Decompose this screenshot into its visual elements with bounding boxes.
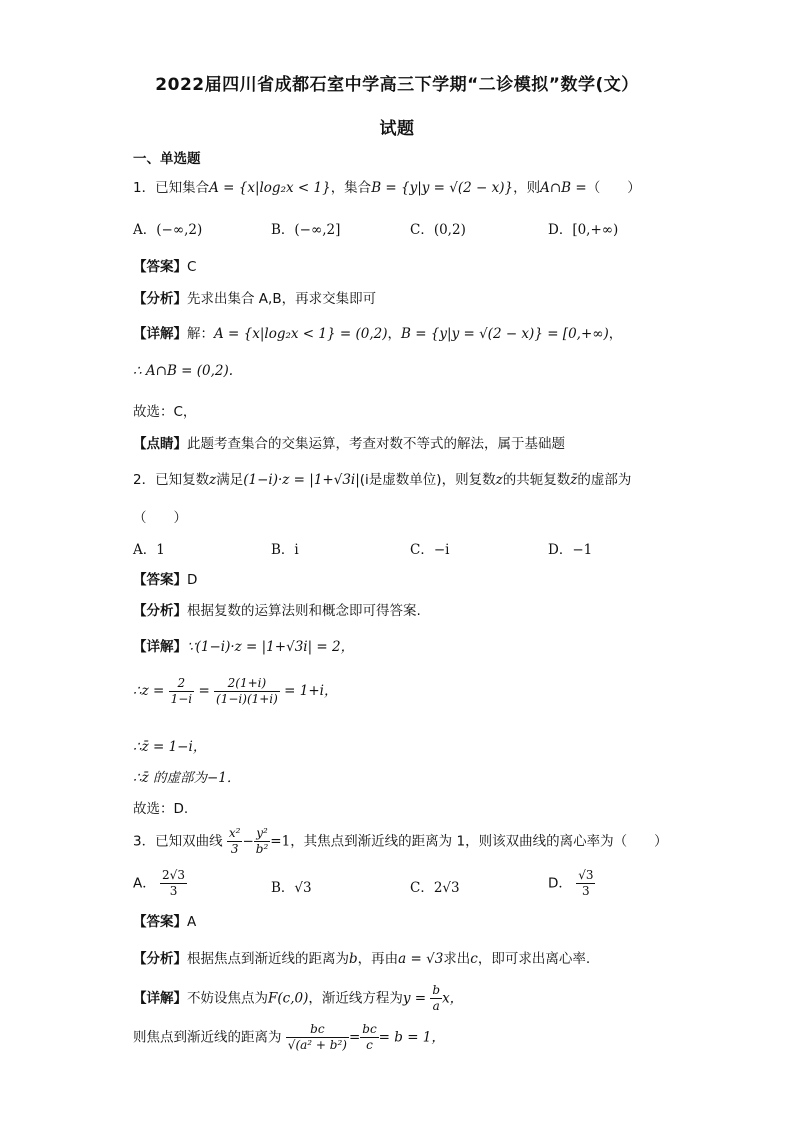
- q3-eq-rest: =1: [270, 833, 291, 850]
- q3-detail-tag: 【详解】: [133, 990, 187, 1007]
- q2-detail: [133, 635, 354, 655]
- q3-eq-y-fraction: $\frac{\text{y²}}{\text{b²}}$: [255, 826, 269, 856]
- q3-analysis-tag: 【分析】: [133, 951, 187, 967]
- q2-z: z: [209, 472, 217, 488]
- q1-comment-tag: 【点睛】: [133, 436, 187, 452]
- q3-option-b: B．√3: [271, 880, 312, 896]
- q1-number: 1．: [133, 180, 156, 196]
- q2-analysis-text: 根据复数的运算法则和概念即可得答案.: [187, 603, 421, 619]
- q2-step3: ∴z̄ = 1−i，: [133, 739, 207, 755]
- q3-stem-b: ，其焦点到渐近线的距离为 1，则该双曲线的离心率为（ ）: [290, 833, 668, 850]
- q1-stem-a: 已知集合: [155, 180, 210, 196]
- q1-detail-a: 解：: [187, 326, 214, 342]
- q2-z-again: z: [495, 472, 503, 488]
- q3-option-d: D． $\frac{√3}{3}$: [548, 868, 594, 898]
- q1-therefore: ∴ A∩B = (0,2).: [133, 363, 234, 379]
- q2-step2-fraction2: $\frac{2(1+i)}{(1-i)(1+i)}$: [216, 676, 278, 706]
- q2-detail-line: ∵(1−i)·z = |1+√3i| = 2，: [187, 639, 355, 655]
- q3-answer: [133, 910, 196, 930]
- q2-step2-lhs: ∴z =: [133, 683, 165, 699]
- q3-number: 3．: [133, 833, 156, 850]
- q1-option-c: C．(0,2): [410, 222, 466, 238]
- q3-answer-value: A: [187, 914, 197, 930]
- q1-detail-tag: 【详解】: [133, 326, 187, 342]
- q3-distance-fraction1: $\frac{bc}{\text{√(a² + b²)}}$: [287, 1022, 347, 1052]
- q1-option-d: D．[0,+∞): [548, 222, 619, 238]
- q1-comment-text: 此题考查集合的交集运算，考查对数不等式的解法，属于基础题: [187, 436, 565, 452]
- q1-stem-c: ，则: [513, 180, 541, 196]
- q1-comment: [133, 432, 565, 452]
- q2-zbar: z̄: [570, 472, 578, 488]
- q3-distance-fraction2: $\frac{bc}{c}$: [362, 1022, 377, 1052]
- q2-analysis: [133, 599, 421, 619]
- q2-answer-tag: 【答案】: [133, 572, 187, 588]
- q2-option-d: D．−1: [548, 542, 593, 558]
- q1-answer: [133, 255, 196, 275]
- q2-analysis-tag: 【分析】: [133, 603, 187, 619]
- q1-stem-b: ，集合: [330, 180, 372, 196]
- q1-set-a: A = {x|log₂x < 1}: [209, 180, 331, 196]
- q2-stem-d: 的共轭复数: [502, 472, 571, 488]
- q3-analysis: 【分析】根据焦点到渐近线的距离为b，再由a = √3求出c，即可求出离心率.: [133, 951, 591, 967]
- q1-choose: 故选：C，: [133, 404, 197, 420]
- q1-detail-math1: A = {x|log₂x < 1} = (0,2): [214, 326, 388, 342]
- q3-stem-a: 已知双曲线: [155, 833, 223, 850]
- q1-analysis-tag: 【分析】: [133, 291, 187, 307]
- q3-detail: 【详解】不妨设焦点为F(c,0)，渐近线方程为y = $\frac{b}{a}$ x，: [133, 983, 464, 1013]
- q1-expr: A∩B =: [540, 180, 587, 196]
- q1-detail-end: ，: [608, 326, 623, 342]
- q2-choose: 故选：D.: [133, 801, 189, 817]
- q2-detail-tag: 【详解】: [133, 639, 187, 655]
- q2-answer: [133, 568, 197, 588]
- q3-option-d-fraction: $\frac{√3}{3}$: [578, 868, 594, 898]
- q2-option-b: B．i: [271, 542, 299, 558]
- q2-number: 2．: [133, 472, 156, 488]
- q1-analysis-text: 先求出集合 A,B，再求交集即可: [187, 291, 377, 307]
- q2-answer-value: D: [187, 572, 198, 588]
- q3-stem: 3．已知双曲线 $\frac{\text{x²}}{3}$ − $\frac{\text{y²}}{\text{b²}}$ =1，其焦点到渐近线的距离为 1，则该双曲线的离心率为（ ）: [133, 826, 668, 856]
- q3-eq-x-fraction: $\frac{\text{x²}}{3}$: [228, 826, 241, 856]
- q2-step2: ∴z = $\frac{2}{1-i}$ = $\frac{2(1+i)}{(1-i)(1+i)}$ = 1+i，: [133, 676, 338, 706]
- q1-answer-tag: 【答案】: [133, 259, 187, 275]
- section-heading: 一、单选题: [133, 151, 201, 167]
- q1-blank: （ ）: [586, 180, 641, 196]
- q1-answer-value: C: [187, 259, 197, 275]
- q3-option-a: A． $\frac{2√3}{3}$: [133, 868, 185, 898]
- q2-stem: [133, 468, 631, 488]
- q1-set-b: B = {y|y = √(2 − x)}: [371, 180, 514, 196]
- q1-detail-sep: ，: [387, 326, 401, 342]
- q2-step4: ∴z̄ 的虚部为−1．: [133, 770, 241, 786]
- q3-answer-tag: 【答案】: [133, 914, 187, 930]
- q2-option-c: C．−i: [410, 542, 450, 558]
- q1-option-a: A．(−∞,2): [133, 222, 203, 238]
- q2-stem-e: 的虚部为: [577, 472, 632, 488]
- q1-detail-math2: B = {y|y = √(2 − x)} = [0,+∞): [400, 326, 609, 342]
- q2-blank: （ ）: [133, 510, 187, 526]
- doc-title-line1: 2022届四川省成都石室中学高三下学期“二诊模拟”数学(文）: [155, 75, 639, 95]
- q2-stem-a: 已知复数: [155, 472, 210, 488]
- q2-step2-fraction1: $\frac{2}{1-i}$: [170, 676, 193, 706]
- q1-analysis: [133, 287, 376, 307]
- q1-option-b: B．(−∞,2]: [271, 222, 341, 238]
- doc-title-line2: 试题: [379, 119, 415, 139]
- q3-option-c: C．2√3: [410, 880, 460, 896]
- q2-step2-rhs: = 1+i，: [284, 683, 338, 699]
- q2-option-a: A．1: [133, 542, 165, 558]
- q2-stem-b: 满足: [216, 472, 244, 488]
- q1-stem: [133, 176, 641, 196]
- q3-option-a-fraction: $\frac{2√3}{3}$: [162, 868, 185, 898]
- q1-detail: [133, 322, 622, 342]
- q2-stem-c: (i是虚数单位)，则复数: [359, 472, 496, 488]
- q3-detail-slope-fraction: $\frac{b}{a}$: [432, 983, 441, 1013]
- q3-distance: 则焦点到渐近线的距离为 $\frac{bc}{\text{√(a² + b²)}}$ = $\frac{bc}{c}$ = b = 1，: [133, 1022, 445, 1052]
- q2-condition: (1−i)·z = |1+√3i|: [243, 472, 360, 488]
